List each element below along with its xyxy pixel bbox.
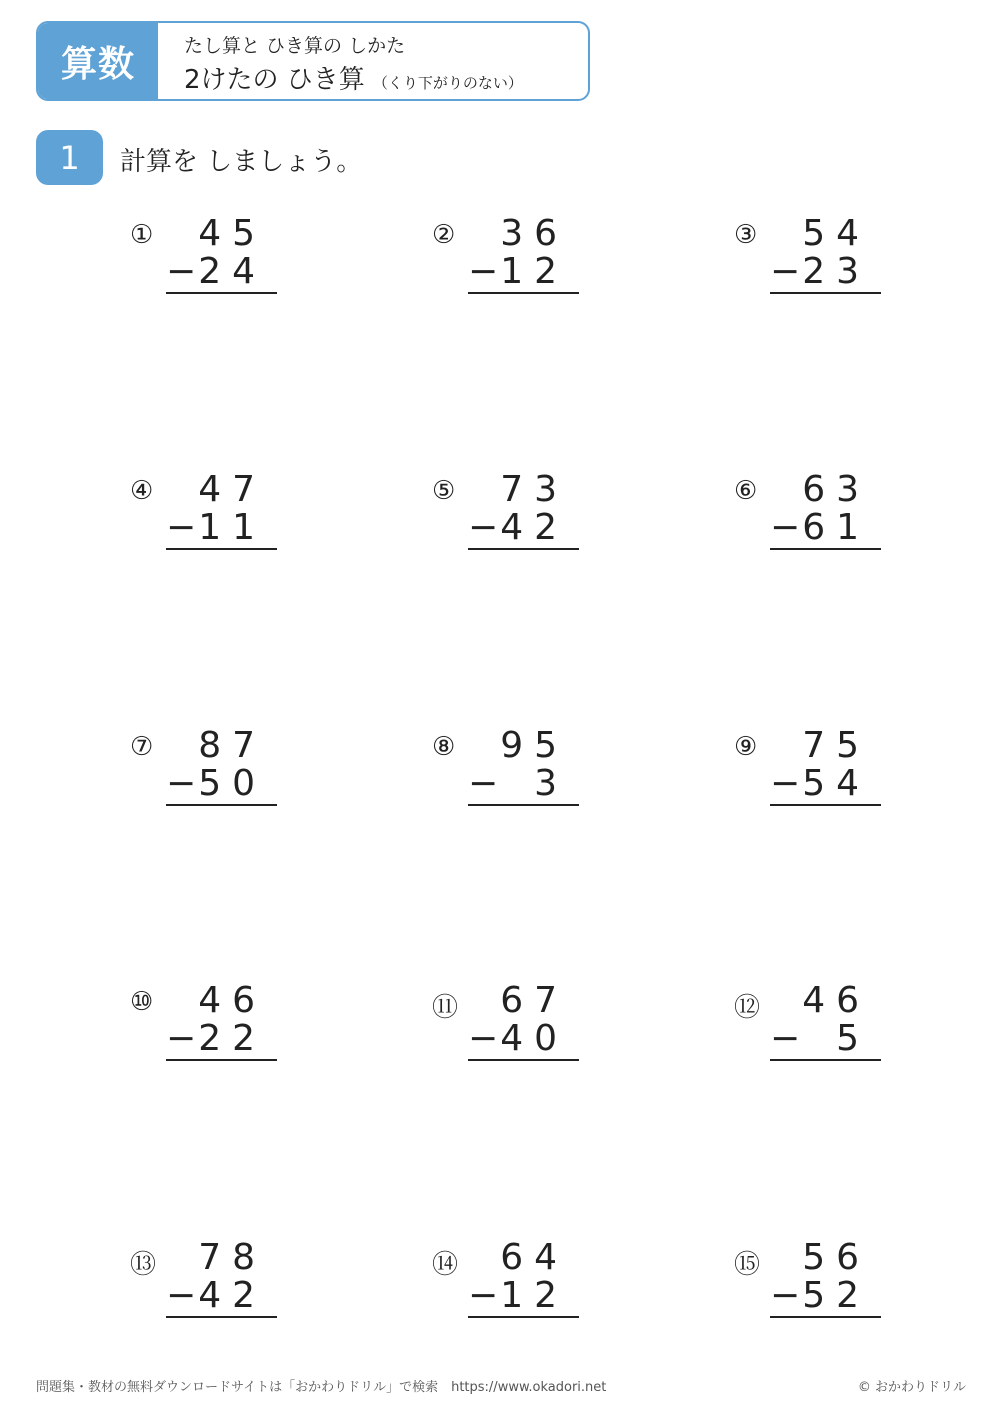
- subtrahend-row: [166, 1018, 266, 1059]
- subtrahend: 24: [198, 251, 266, 292]
- subtrahend: 23: [802, 251, 870, 292]
- minus-sign: −: [468, 507, 499, 548]
- minuend: 67: [500, 980, 568, 1021]
- minus-sign: −: [770, 507, 801, 548]
- minuend: 95: [500, 725, 568, 766]
- minuend: 73: [500, 469, 568, 510]
- subtrahend: 5: [836, 1018, 870, 1059]
- answer-line: [166, 804, 277, 806]
- minus-sign: −: [770, 1275, 801, 1316]
- subject-badge: 算数: [38, 23, 158, 99]
- minus-sign: −: [166, 251, 197, 292]
- minus-sign: −: [468, 1018, 499, 1059]
- section-number-badge: 1: [36, 130, 103, 185]
- worksheet-title: [184, 59, 523, 96]
- problem-number: ⑥: [734, 476, 758, 506]
- problem-number: ⑮: [734, 1250, 761, 1280]
- subtrahend: 61: [802, 507, 870, 548]
- minus-sign: −: [166, 1018, 197, 1059]
- footer-site-note: 問題集・教材の無料ダウンロードサイトは「おかわりドリル」で検索 https://www.okadori.net: [36, 1380, 607, 1395]
- subtrahend-row: [468, 1275, 568, 1316]
- minus-sign: −: [468, 251, 499, 292]
- minuend: 46: [802, 980, 870, 1021]
- subtraction-problem: [130, 725, 266, 828]
- subtrahend-row: [468, 251, 568, 292]
- subtraction-problem: [734, 1237, 870, 1340]
- subtraction-problem: [130, 980, 266, 1083]
- minuend: 78: [198, 1237, 266, 1278]
- subtrahend: 22: [198, 1018, 266, 1059]
- subtrahend: 40: [500, 1018, 568, 1059]
- answer-line: [468, 548, 579, 550]
- minus-sign: −: [166, 1275, 197, 1316]
- subtraction-problem: [130, 1237, 266, 1340]
- subtraction-problem: [432, 469, 568, 572]
- worksheet-title-note: （くり下がりのない）: [372, 74, 523, 92]
- problem-number: ②: [432, 220, 456, 250]
- answer-line: [166, 548, 277, 550]
- subtraction-problem: [734, 725, 870, 828]
- worksheet-header: [36, 21, 590, 101]
- minuend: 63: [802, 469, 870, 510]
- minuend: 54: [802, 213, 870, 254]
- problem-number: ⑭: [432, 1250, 459, 1280]
- problem-number: ⑬: [130, 1250, 157, 1280]
- minuend: 64: [500, 1237, 568, 1278]
- subtraction-problem: [130, 469, 266, 572]
- footer-copyright: © おかわりドリル: [857, 1380, 966, 1395]
- subtrahend: 42: [500, 507, 568, 548]
- worksheet-subtitle: たし算と ひき算の しかた: [184, 35, 406, 57]
- subtrahend-row: [770, 763, 870, 804]
- minus-sign: −: [468, 763, 499, 804]
- subtrahend: 12: [500, 251, 568, 292]
- subtrahend-row: [166, 507, 266, 548]
- subtrahend-row: [770, 1018, 870, 1059]
- subtraction-problem: [432, 1237, 568, 1340]
- answer-line: [770, 1059, 881, 1061]
- subtrahend-row: [166, 1275, 266, 1316]
- minus-sign: −: [166, 507, 197, 548]
- problem-number: ⑪: [432, 993, 459, 1023]
- subtrahend-row: [468, 507, 568, 548]
- minus-sign: −: [770, 1018, 801, 1059]
- answer-line: [770, 292, 881, 294]
- answer-line: [166, 1059, 277, 1061]
- subtraction-problem: [432, 725, 568, 828]
- minus-sign: −: [166, 763, 197, 804]
- problem-number: ⑩: [130, 987, 154, 1017]
- problem-number: ①: [130, 220, 154, 250]
- minuend: 47: [198, 469, 266, 510]
- subtraction-problem: [432, 213, 568, 316]
- subtraction-problem: [734, 980, 870, 1083]
- minuend: 45: [198, 213, 266, 254]
- answer-line: [166, 1316, 277, 1318]
- problem-number: ④: [130, 476, 154, 506]
- subtrahend: 54: [802, 763, 870, 804]
- subtrahend: 11: [198, 507, 266, 548]
- subtrahend: 12: [500, 1275, 568, 1316]
- minuend: 46: [198, 980, 266, 1021]
- subtrahend-row: [166, 251, 266, 292]
- subtrahend-row: [166, 763, 266, 804]
- answer-line: [770, 548, 881, 550]
- minus-sign: −: [770, 251, 801, 292]
- minus-sign: −: [468, 1275, 499, 1316]
- subtrahend-row: [770, 251, 870, 292]
- worksheet-title-text: 2けたの ひき算: [184, 65, 365, 95]
- problem-number: ⑨: [734, 732, 758, 762]
- subtrahend-row: [468, 763, 568, 804]
- minuend: 87: [198, 725, 266, 766]
- minuend: 75: [802, 725, 870, 766]
- subtrahend-row: [468, 1018, 568, 1059]
- subtraction-problem: [130, 213, 266, 316]
- problem-number: ⑫: [734, 993, 761, 1023]
- answer-line: [166, 292, 277, 294]
- minus-sign: −: [770, 763, 801, 804]
- answer-line: [468, 1059, 579, 1061]
- subtrahend: 42: [198, 1275, 266, 1316]
- subtraction-problem: [432, 980, 568, 1083]
- section-instruction: 計算を しましょう。: [120, 147, 363, 177]
- answer-line: [468, 1316, 579, 1318]
- problem-number: ⑦: [130, 732, 154, 762]
- minuend: 56: [802, 1237, 870, 1278]
- answer-line: [468, 804, 579, 806]
- problem-number: ③: [734, 220, 758, 250]
- subtrahend-row: [770, 507, 870, 548]
- problem-number: ⑤: [432, 476, 456, 506]
- answer-line: [770, 804, 881, 806]
- answer-line: [468, 292, 579, 294]
- subtrahend: 50: [198, 763, 266, 804]
- minuend: 36: [500, 213, 568, 254]
- subtraction-problem: [734, 469, 870, 572]
- problem-number: ⑧: [432, 732, 456, 762]
- subtrahend-row: [770, 1275, 870, 1316]
- subtraction-problem: [734, 213, 870, 316]
- answer-line: [770, 1316, 881, 1318]
- subtrahend: 52: [802, 1275, 870, 1316]
- subtrahend: 3: [534, 763, 568, 804]
